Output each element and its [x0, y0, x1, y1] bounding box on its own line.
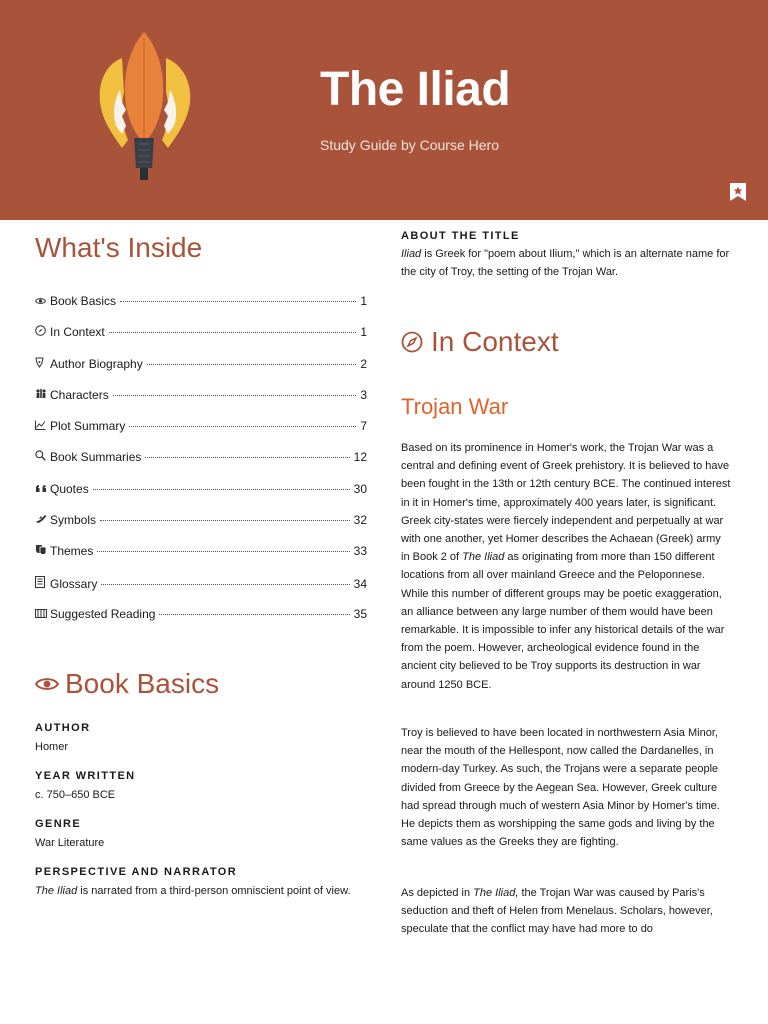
paragraph-3 [401, 884, 731, 939]
book-title-italic: The Iliad [35, 885, 78, 897]
field-value-perspective [35, 882, 367, 900]
perspective-text: is narrated from a third-person omniscient point of view. [77, 885, 351, 897]
field-label-perspective: PERSPECTIVE AND NARRATOR [35, 866, 238, 878]
paragraph-3-a: As depicted in [401, 887, 474, 899]
paragraph-1-b: as originating from more than 150 different locations from all over mainland Greece and the Peloponnese. While this number of different groups may be poetic exaggeration, an alliance between any large number of them would have been remarkable. It is impossible to infer any historical details of the war from the poem. However, archeological evidence found in the ancient city believed to be Troy supports its destruction in war around 1250 BCE. [401, 551, 725, 691]
book-basics-fields [35, 722, 367, 914]
paragraph-3-b: the Trojan War was caused by Paris's seduction and theft of Helen from Menelaus. Scholars, however, speculate that the conflict may have had more to do [401, 887, 713, 936]
toc-label: Author Biography [50, 356, 143, 371]
page-subtitle: Study Guide by Course Hero [320, 137, 499, 153]
about-title-label: ABOUT THE TITLE [401, 230, 520, 242]
paragraph-1-italic: The Iliad [462, 551, 505, 564]
toc-leader-dots [145, 457, 349, 458]
toc-page-number: 2 [360, 356, 367, 371]
eye-icon [35, 297, 48, 308]
pen-nib-icon [35, 357, 48, 371]
header-banner [0, 0, 768, 220]
in-context-heading-row [401, 326, 559, 358]
toc-leader-dots [129, 426, 356, 427]
paragraph-2: Troy is believed to have been located in northwestern Asia Minor, near the mouth of the Hellespont, now called the Dardanelles, in modern-day Turkey. As such, the Trojans were a separate people divided from Greece by the Aegean Sea. However, Greek culture had spread through much of western Asia Minor by Homer's time. He depicts them as worshipping the same gods and living by the same values as the Greeks they are fighting. [401, 727, 720, 849]
toc-leader-dots [101, 584, 349, 585]
books-icon [35, 609, 48, 621]
toc-page-number: 33 [353, 544, 367, 559]
toc-page-number: 34 [353, 576, 367, 591]
in-context-heading: In Context [431, 326, 559, 357]
quote-icon [35, 484, 48, 496]
iliad-italic: Iliad [401, 248, 422, 260]
toc-label: Plot Summary [50, 419, 126, 434]
magnifier-icon [35, 450, 48, 464]
people-icon [35, 388, 48, 402]
toc-item-themes[interactable] [35, 544, 367, 575]
toc-label: Themes [50, 544, 94, 559]
paragraph-1 [401, 439, 731, 694]
whats-inside-heading: What's Inside [35, 232, 203, 263]
toc-page-number: 1 [360, 294, 367, 308]
toc-label: Glossary [50, 576, 98, 591]
compass-icon [401, 331, 423, 353]
chart-icon [35, 420, 48, 433]
eye-icon [35, 676, 59, 692]
toc-leader-dots [93, 489, 350, 490]
field-value-author: Homer [35, 741, 69, 753]
toc-label: In Context [50, 325, 105, 340]
paragraph-3-italic: The Iliad, [473, 887, 519, 899]
toc-label: Suggested Reading [50, 606, 156, 621]
toc-item-characters[interactable] [35, 388, 367, 419]
toc-leader-dots [100, 520, 350, 521]
toc-page-number: 32 [353, 513, 367, 528]
field-label-genre: GENRE [35, 818, 82, 830]
about-title-body: is Greek for "poem about Ilium," which is an alternate name for the city of Troy, the setting of the Trojan War. [401, 248, 730, 278]
toc-page-number: 7 [360, 419, 367, 434]
toc-page-number: 30 [353, 481, 367, 496]
toc-item-symbols[interactable] [35, 513, 367, 544]
greek-helmet-logo [92, 30, 196, 180]
toc-page-number: 1 [360, 325, 367, 340]
toc-item-in-context[interactable] [35, 325, 367, 356]
toc-item-quotes[interactable] [35, 482, 367, 513]
compass-icon [35, 325, 48, 339]
toc-page-number: 3 [360, 387, 367, 402]
toc-leader-dots [113, 395, 357, 396]
field-label-author: AUTHOR [35, 722, 91, 734]
toc-label: Book Basics [50, 294, 117, 308]
bookmark-star-icon[interactable] [728, 182, 748, 202]
masks-icon [35, 544, 48, 558]
toc-leader-dots [159, 614, 349, 615]
toc-item-author-biography[interactable] [35, 357, 367, 388]
about-title-text [401, 245, 731, 281]
toc-item-plot-summary[interactable] [35, 419, 367, 450]
toc-leader-dots [147, 364, 357, 365]
toc-item-suggested-reading[interactable] [35, 607, 367, 638]
book-basics-heading-row [35, 668, 219, 700]
toc-page-number: 12 [353, 450, 367, 465]
book-icon [35, 576, 48, 591]
field-label-year-written: YEAR WRITTEN [35, 770, 136, 782]
toc-label: Quotes [50, 481, 89, 496]
page-title: The Iliad [320, 63, 511, 116]
toc-item-glossary[interactable] [35, 576, 367, 607]
toc-item-book-basics[interactable] [35, 294, 367, 325]
toc-leader-dots [109, 332, 357, 333]
field-value-genre: War Literature [35, 837, 105, 849]
toc-label: Symbols [50, 513, 97, 528]
toc-page-number: 35 [353, 606, 367, 621]
trojan-war-subheading: Trojan War [401, 394, 509, 419]
toc-leader-dots [97, 551, 349, 552]
paragraph-1-a: Based on its prominence in Homer's work, the Trojan War was a central and defining event of Greek prehistory. It is believed to have been fought in the 13th or 12th century BCE. The continued interest in it in Homer's time, approximately 400 years later, is significant. Greek city-states were fiercely independent and perpetually at war with one another, yet Homer describes the Achaean (Greek) army in Book 2 of [401, 442, 731, 564]
toc-leader-dots [120, 301, 356, 302]
toc-label: Characters [50, 387, 109, 402]
toc-label: Book Summaries [50, 450, 142, 465]
book-basics-heading: Book Basics [65, 668, 220, 699]
toc-item-book-summaries[interactable] [35, 450, 367, 481]
field-value-year-written: c. 750–650 BCE [35, 789, 116, 801]
table-of-contents [35, 294, 367, 638]
bird-icon [35, 514, 48, 527]
